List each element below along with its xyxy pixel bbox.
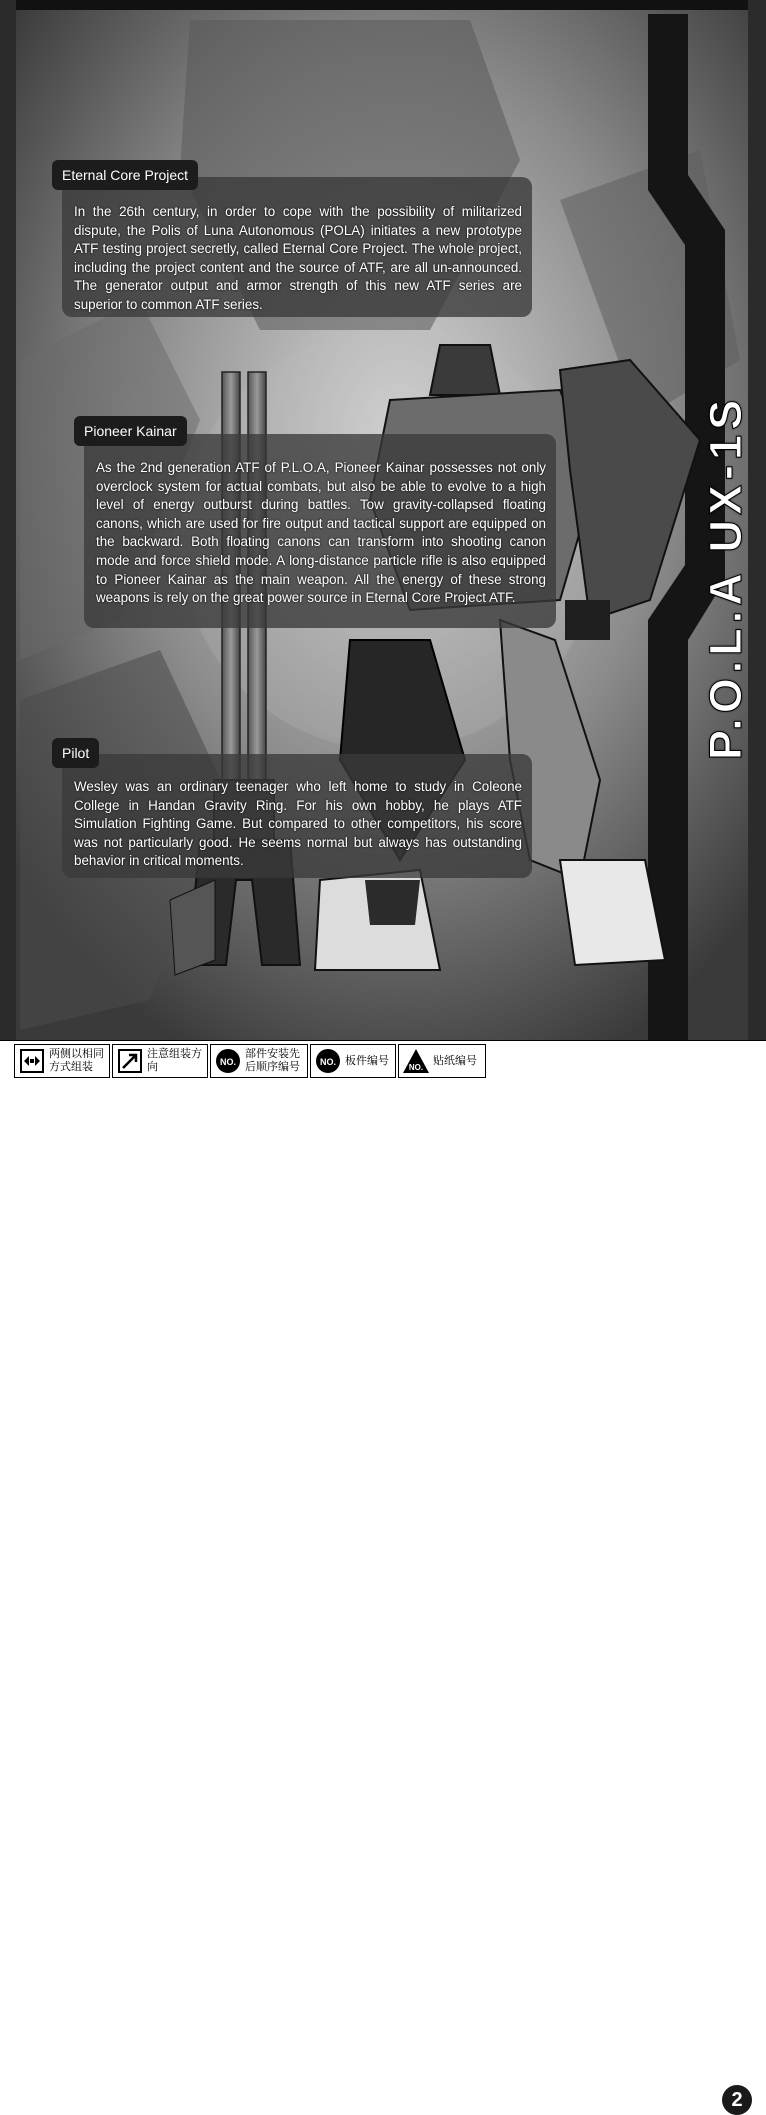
- legend-label-direction-line1: 注意组装方: [147, 1048, 202, 1060]
- legend-label-order-line1: 部件安装先: [245, 1048, 300, 1060]
- section-title-eternal-core: Eternal Core Project: [52, 160, 198, 190]
- legend-label-symmetric-line2: 方式组装: [49, 1061, 93, 1073]
- legend-item-direction: [112, 1044, 208, 1078]
- legend-label-direction-line2: 向: [147, 1061, 158, 1073]
- no-circle-icon: [314, 1047, 342, 1075]
- no-triangle-text: NO.: [408, 1063, 424, 1072]
- assembly-direction-icon: [116, 1047, 144, 1075]
- section-text-pioneer-kainar: As the 2nd generation ATF of P.L.O.A, Pioneer Kainar possesses not only overclock system for actual combats, but also be able to evolve to a high level of energy outburst during battles. Tow gravity-collapsed floating canons, which are used for fire output and tactical support are equipped on the backward. Both floating canons can transform into shooting canon mode and force shield mode. A long-distance particle rifle is also equipped to Pioneer Kainar as the main weapon. All the energy of these strong weapons is rely on the great power source in Eternal Core Project ATF.: [96, 460, 546, 606]
- section-text-pilot: Wesley was an ordinary teenager who left home to study in Coleone College in Handan Gravity Ring. For his own hobby, he plays ATF Simulation Fighting Game. But compared to other competitors, his score was not particularly good. He seems normal but always has outstanding behavior in critical moments.: [74, 779, 522, 869]
- legend-item-order: [210, 1044, 308, 1078]
- legend-item-part-number: [310, 1044, 396, 1078]
- symmetric-assembly-icon: [18, 1047, 46, 1075]
- no-circle-icon: [214, 1047, 242, 1075]
- section-title-pioneer-kainar: Pioneer Kainar: [74, 416, 187, 446]
- no-circle-text-2: NO.: [319, 1057, 337, 1067]
- model-name-vertical: P.O.L.A UX-1S: [700, 394, 751, 760]
- page-number: 2: [722, 2085, 752, 2115]
- legend-bar: [0, 1040, 766, 2111]
- legend-label-symmetric-line1: 两侧以相同: [49, 1048, 104, 1060]
- section-title-pilot: Pilot: [52, 738, 99, 768]
- legend-item-sticker-number: [398, 1044, 486, 1078]
- no-circle-text-1: NO.: [219, 1057, 237, 1067]
- legend-label-order-line2: 后顺序编号: [245, 1061, 300, 1073]
- legend-item-symmetric: [14, 1044, 110, 1078]
- legend-label-sticker-number: 贴纸编号: [433, 1054, 477, 1067]
- legend-label-part-number: 板件编号: [345, 1054, 389, 1067]
- no-triangle-icon: [402, 1047, 430, 1075]
- section-text-eternal-core: In the 26th century, in order to cope with the possibility of militarized dispute, the Polis of Luna Autonomous (POLA) initiates a new prototype ATF testing project secretly, called Eternal Core Project. The whole project, including the project content and the source of ATF, are all un-announced. The generator output and armor strength of this new ATF series are superior to common ATF series.: [74, 204, 522, 312]
